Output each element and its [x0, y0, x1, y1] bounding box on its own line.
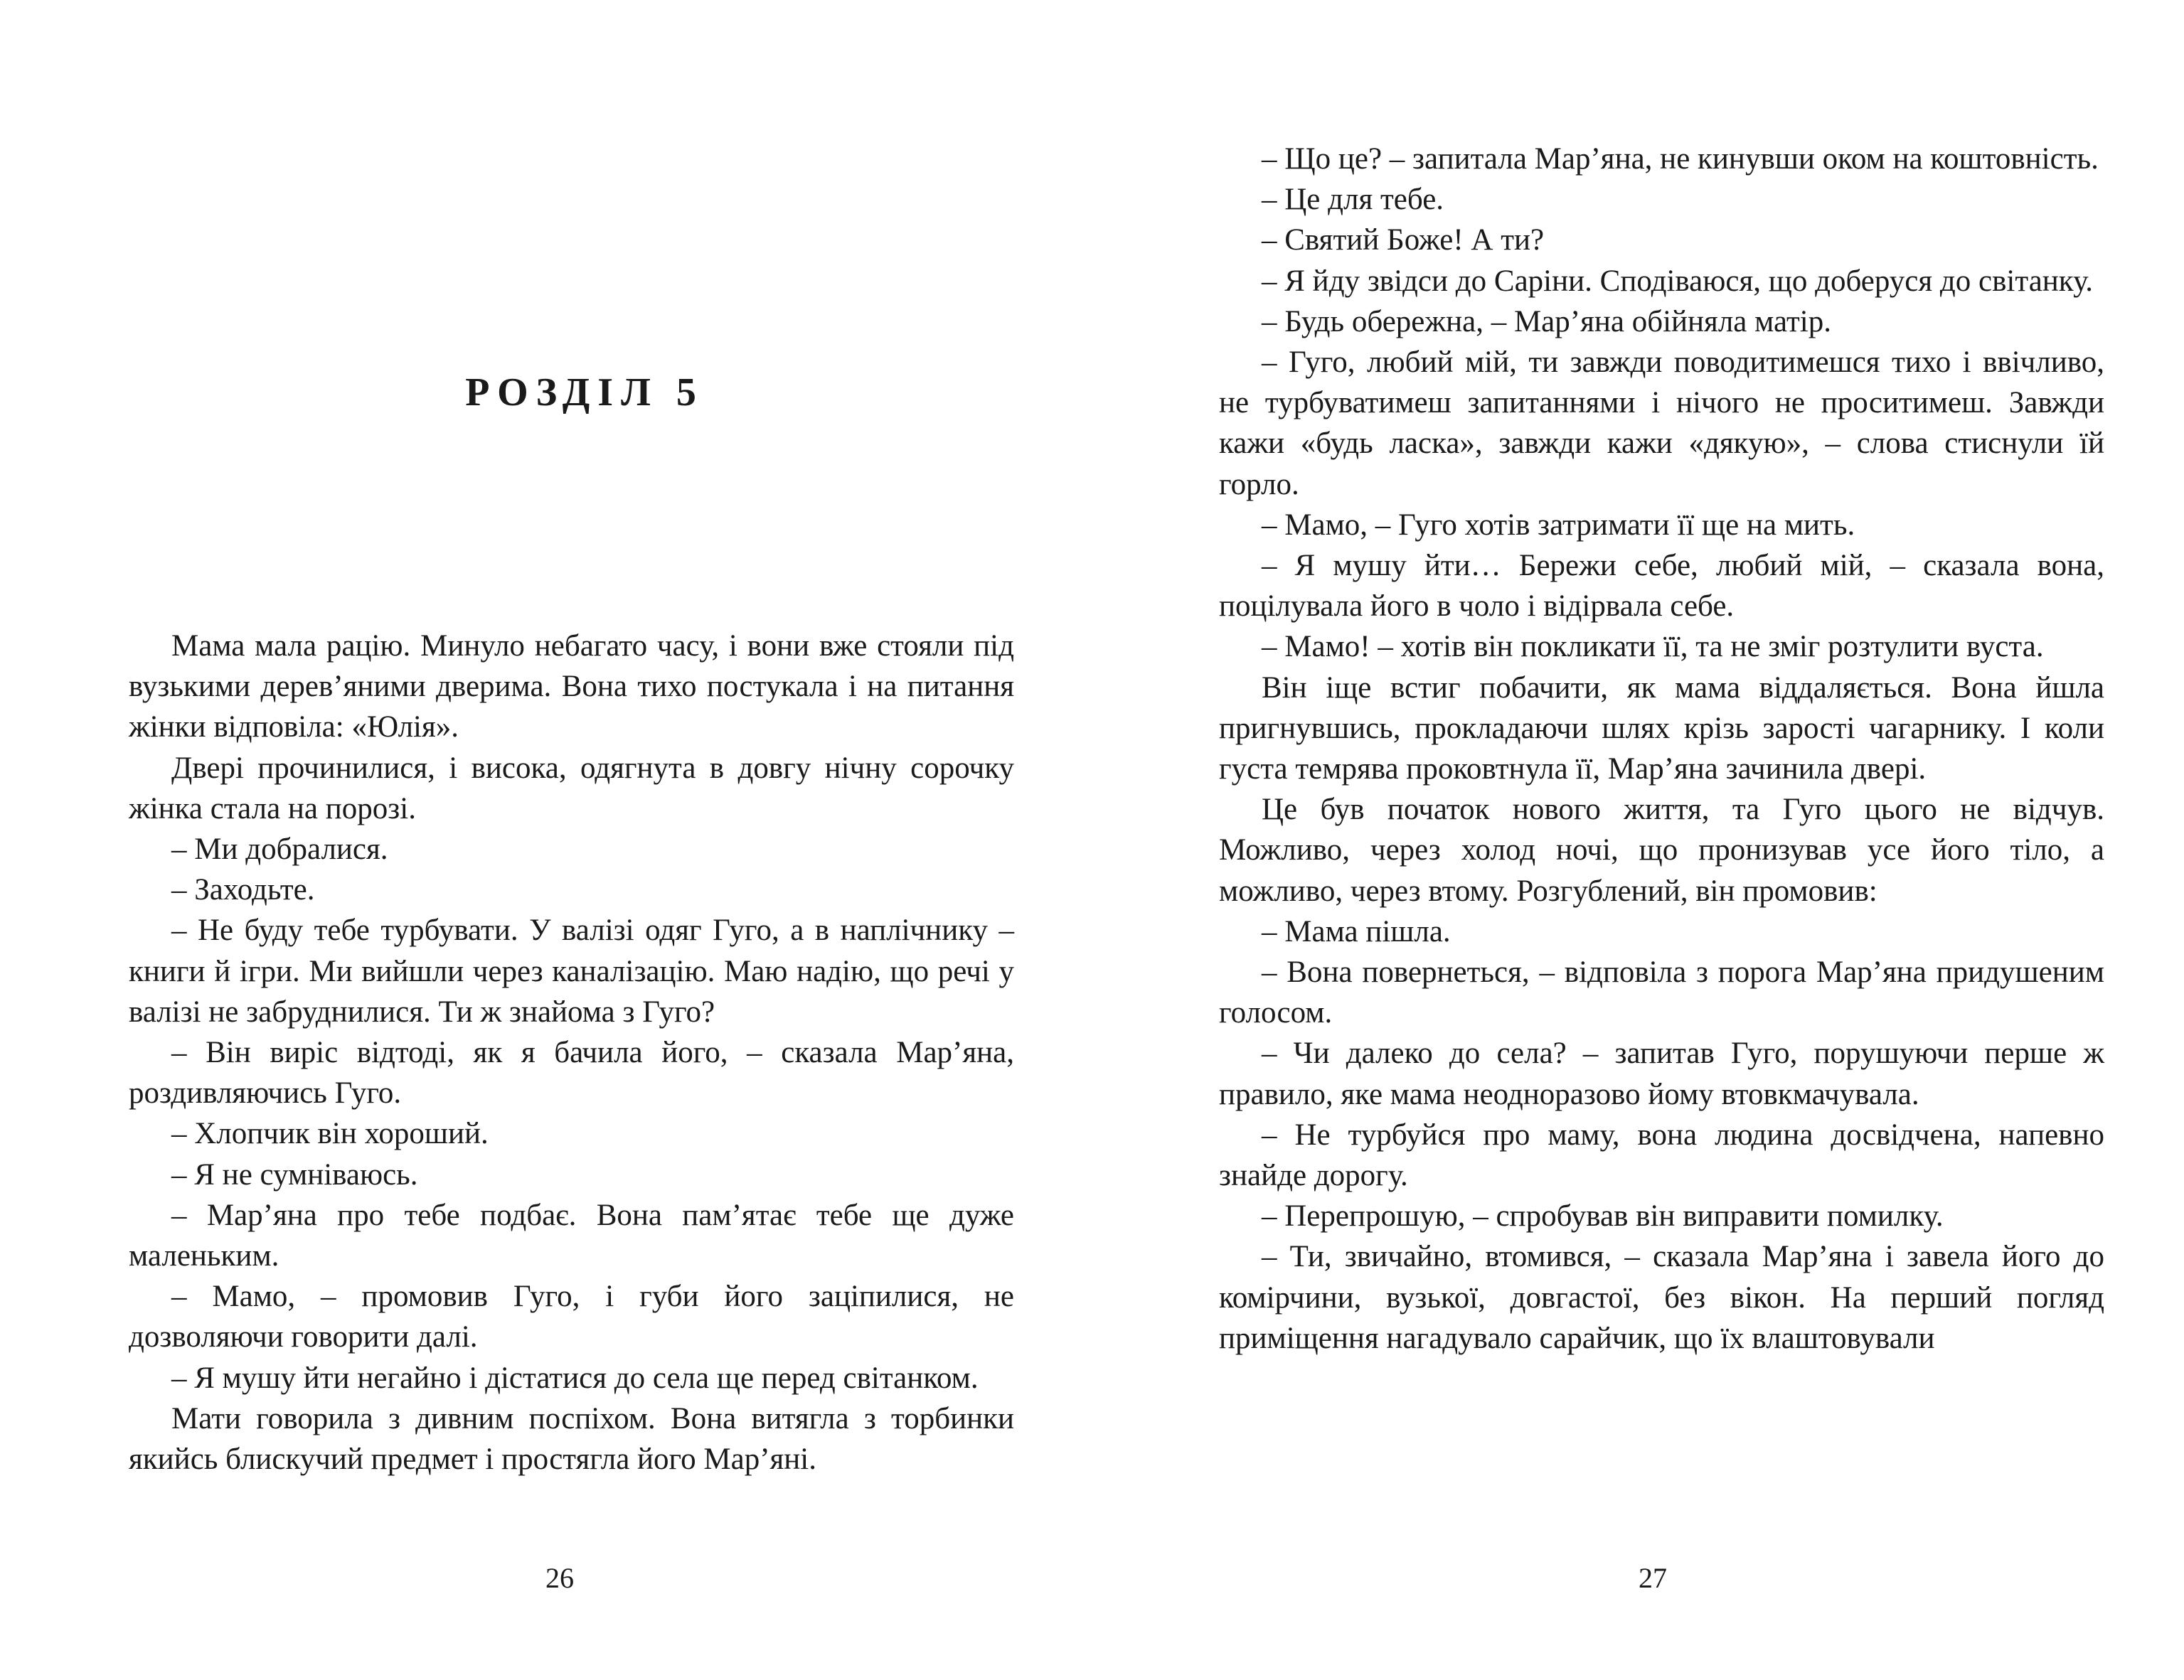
paragraph: – Не турбуйся про маму, вона людина досвідчена, напевно знайде дорогу.: [1219, 1118, 2104, 1193]
paragraph: – Чи далеко до села? – запитав Гуго, порушуючи перше ж правило, яке мама неодноразово йому втовкмачувала.: [1219, 1037, 2104, 1111]
paragraph: – Святий Боже! А ти?: [1262, 223, 1545, 257]
paragraph: – Я мушу йти негайно і дістатися до села ще перед світанком.: [171, 1361, 979, 1395]
paragraph: – Я мушу йти… Бережи себе, любий мій, – сказала вона, поцілувала його в чоло і відірвала себе.: [1219, 549, 2104, 624]
paragraph: – Гуго, любий мій, ти завжди поводитимешся тихо і ввічливо, не турбуватимеш запитаннями і нічого не проситимеш. Завжди кажи «будь ласка», завжди кажи «дякую», – слова стиснули їй горло.: [1219, 346, 2104, 501]
right-page: [1092, 0, 2184, 1680]
paragraph: – Будь обережна, – Мар’яна обійняла матір.: [1262, 304, 1832, 338]
paragraph: – Перепрошую, – спробував він виправити помилку.: [1262, 1199, 1944, 1234]
paragraph: – Це для тебе.: [1262, 183, 1444, 217]
page-number: 26: [545, 1562, 574, 1594]
right-page-body: [1219, 139, 2104, 1359]
paragraph: – Що це? – запитала Мар’яна, не кинувши оком на коштовність.: [1262, 142, 2099, 176]
paragraph: – Мамо, – Гуго хотів затримати її ще на мить.: [1262, 508, 1855, 542]
paragraph: – Ми добралися.: [171, 833, 388, 867]
paragraph: – Не буду тебе турбувати. У валізі одяг Гуго, а в наплічнику – книги й ігри. Ми вийшли через каналізацію. Маю надію, що речі у валізі не забруднилися. Ти ж знайома з Гуго?: [129, 914, 1014, 1029]
paragraph: – Ти, звичайно, втомився, – сказала Мар’яна і завела його до комірчини, вузької, довгастої, без вікон. На перший погляд приміщення нагадувало сарайчик, що їх влаштовували: [1219, 1240, 2104, 1355]
paragraph: – Я йду звідси до Саріни. Сподіваюся, що доберуся до світанку.: [1262, 264, 2094, 298]
paragraph: – Мама пішла.: [1262, 914, 1451, 948]
paragraph: – Мамо, – промовив Гуго, і губи його заціпилися, не дозволяючи говорити далі.: [129, 1280, 1014, 1354]
paragraph: Мати говорила з дивним поспіхом. Вона витягла з торбинки якийсь блискучий предмет і простягла його Мар’яні.: [129, 1401, 1014, 1477]
paragraph: Це був початок нового життя, та Гуго цього не відчув. Можливо, через холод ночі, що пронизував усе його тіло, а можливо, через втому. Розгублений, він промовив:: [1219, 793, 2104, 908]
left-page-body: [129, 626, 1014, 1480]
chapter-title: РОЗДІЛ 5: [465, 370, 704, 414]
paragraph: – Мар’яна про тебе подбає. Вона пам’ятає тебе ще дуже маленьким.: [129, 1198, 1014, 1273]
paragraph: – Я не сумніваюсь.: [171, 1157, 418, 1192]
paragraph: – Він виріс відтоді, як я бачила його, – сказала Мар’яна, роздивляючись Гуго.: [129, 1036, 1014, 1111]
paragraph: – Мамо! – хотів він покликати її, та не зміг розтулити вуста.: [1262, 630, 2044, 664]
paragraph: – Вона повернеться, – відповіла з порога Мар’яна придушеним голосом.: [1219, 956, 2104, 1030]
paragraph: – Хлопчик він хороший.: [171, 1117, 489, 1151]
paragraph: – Заходьте.: [171, 873, 315, 907]
page-number: 27: [1639, 1562, 1667, 1594]
paragraph: Він іще встиг побачити, як мама віддаляється. Вона йшла пригнувшись, прокладаючи шлях крізь зарості чагарнику. І коли густа темрява проковтнула її, Мар’яна зачинила двері.: [1219, 670, 2104, 786]
paragraph: Мама мала рацію. Минуло небагато часу, і вони вже стояли під вузькими дерев’яними дверима. Вона тихо постукала і на питання жінки відповіла: «Юлія».: [129, 629, 1014, 744]
paragraph: Двері прочинилися, і висока, одягнута в довгу нічну сорочку жінка стала на порозі.: [129, 751, 1014, 825]
